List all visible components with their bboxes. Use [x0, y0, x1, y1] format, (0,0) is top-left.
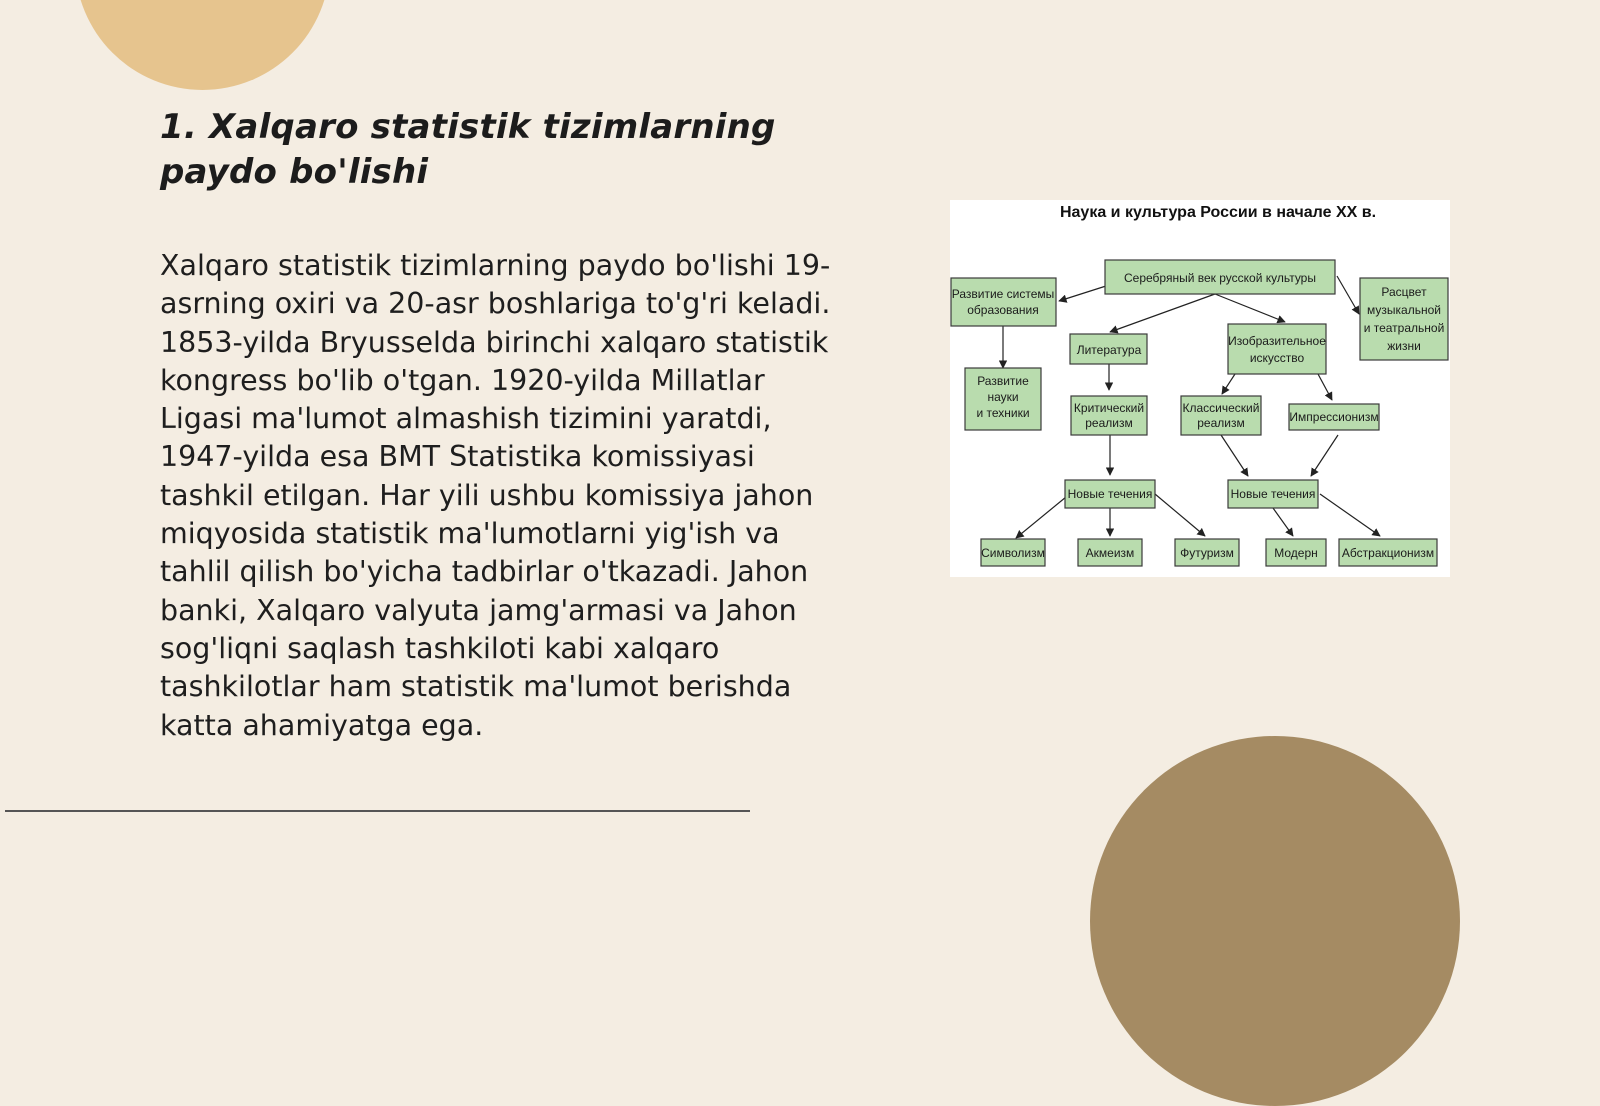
node-science	[965, 368, 1041, 430]
decorative-circle-bottom	[1090, 736, 1460, 1106]
svg-text:Акмеизм: Акмеизм	[1085, 546, 1135, 560]
svg-text:и техники: и техники	[976, 406, 1030, 420]
divider-line	[5, 810, 750, 812]
node-impressionism	[1289, 404, 1379, 430]
svg-text:Футуризм: Футуризм	[1180, 546, 1234, 560]
node-abstractionism	[1339, 539, 1437, 566]
svg-text:Абстракционизм: Абстракционизм	[1341, 546, 1435, 560]
svg-text:Развитие: Развитие	[977, 374, 1029, 388]
node-literature	[1070, 334, 1147, 364]
svg-text:Серебряный век русской культур: Серебряный век русской культуры	[1124, 271, 1316, 285]
node-education	[951, 278, 1056, 326]
node-futurism	[1175, 539, 1239, 566]
node-music	[1360, 278, 1448, 360]
svg-text:жизни: жизни	[1387, 339, 1421, 353]
node-new-trends-right	[1228, 480, 1318, 508]
svg-text:Импрессионизм: Импрессионизм	[1289, 410, 1379, 424]
svg-text:Изобразительное: Изобразительное	[1228, 334, 1326, 348]
slide-title: 1. Xalqaro statistik tizimlarning paydo bo'lishi	[160, 107, 776, 192]
svg-text:и театральной: и театральной	[1363, 321, 1445, 335]
svg-text:науки: науки	[987, 390, 1019, 404]
svg-text:Модерн: Модерн	[1274, 546, 1318, 560]
node-critical-realism	[1071, 396, 1147, 435]
node-classical-realism	[1181, 396, 1261, 435]
node-new-trends-left	[1065, 480, 1155, 508]
node-silver-age	[1105, 260, 1335, 294]
svg-text:Критический: Критический	[1073, 401, 1145, 415]
node-fine-arts	[1228, 324, 1326, 374]
node-symbolism	[981, 539, 1045, 566]
svg-text:Литература: Литература	[1076, 343, 1142, 357]
diagram-title: Наука и культура России в начале XX в.	[1059, 204, 1377, 221]
culture-diagram	[950, 200, 1450, 577]
svg-text:Новые течения: Новые течения	[1067, 487, 1153, 501]
node-acmeism	[1078, 539, 1142, 566]
svg-text:музыкальной: музыкальной	[1367, 303, 1441, 317]
svg-text:Классический: Классический	[1182, 401, 1260, 415]
slide-body-text: Xalqaro statistik tizimlarning paydo bo'lishi 19-asrning oxiri va 20-asr boshlariga to'g'ri keladi. 1853-yilda Bryusselda birinchi xalqaro statistik kongress bo'lib o'tgan. 1920-yilda Millatlar Ligasi ma'lumot almashish tizimini yaratdi, 1947-yilda esa BMT Statistika komissiyasi tashkil etilgan. Har yili ushbu komissiya jahon miqyosida statistik ma'lumotlarni yig'ish va tahlil qilish bo'yicha tadbirlar o'tkazadi. Jahon banki, Xalqaro valyuta jamg'armasi va Jahon sog'liqni saqlash tashkiloti kabi xalqaro tashkilotlar ham statistik ma'lumot berishda katta ahamiyatga ega.	[160, 249, 831, 742]
diagram-svg	[950, 200, 1450, 577]
svg-text:Новые течения: Новые течения	[1230, 487, 1316, 501]
decorative-circle-top	[75, 0, 330, 90]
svg-text:Символизм: Символизм	[981, 546, 1045, 560]
node-modern	[1266, 539, 1326, 566]
svg-text:реализм: реализм	[1085, 416, 1133, 430]
svg-text:Развитие системы: Развитие системы	[951, 287, 1055, 301]
svg-text:искусство: искусство	[1249, 351, 1305, 365]
svg-text:реализм: реализм	[1197, 416, 1245, 430]
svg-text:Расцвет: Расцвет	[1381, 285, 1427, 299]
svg-text:образования: образования	[967, 303, 1039, 317]
